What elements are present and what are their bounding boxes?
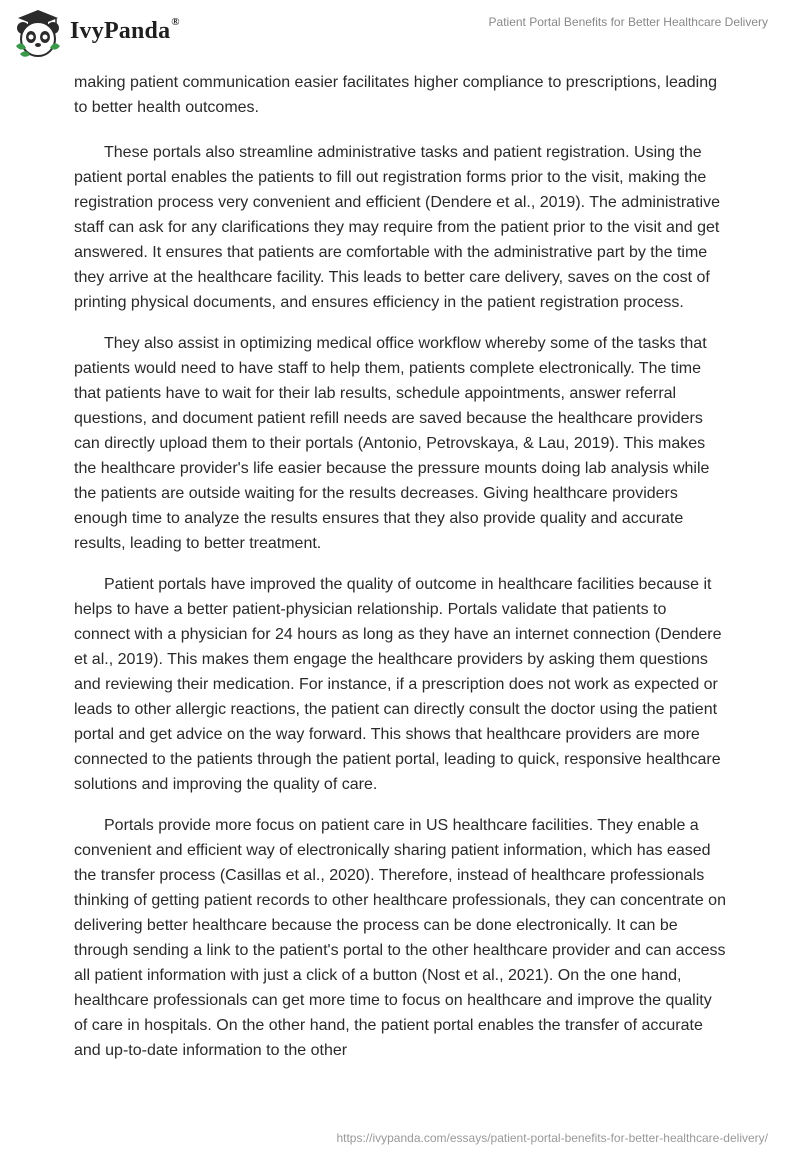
essay-body bbox=[74, 70, 726, 1079]
paragraph: They also assist in optimizing medical office workflow whereby some of the tasks that patients would need to have staff to help them, patients complete electronically. The time that patients have to wait for their lab results, schedule appointments, answer referral questions, and document patient refill needs are saved because the healthcare providers can directly upload them to their portals (Antonio, Petrovskaya, & Lau, 2019). This makes the healthcare provider's life easier because the pressure mounts doing lab analysis while the patients are outside waiting for the results decreases. Giving healthcare providers enough time to analyze the results ensures that they also provide quality and accurate results, leading to better treatment. bbox=[74, 335, 710, 552]
brand-name[interactable]: IvyPanda® bbox=[70, 16, 180, 44]
page-header bbox=[0, 0, 800, 70]
document-title: Patient Portal Benefits for Better Healthcare Delivery bbox=[488, 15, 768, 29]
paragraph: Patient portals have improved the quality of outcome in healthcare facilities because it helps to have a better patient-physician relationship. Portals validate that patients to connect with a physician for 24 hours as long as they have an internet connection (Dendere et al., 2019). This makes them engage the healthcare providers by asking them questions and reviewing their medication. For instance, if a prescription does not work as expected or leads to other allergic reactions, the patient can directly consult the doctor using the patient portal and get advice on the way forward. This shows that healthcare providers are more connected to the patients through the patient portal, leading to quick, responsive healthcare solutions and improving the quality of care. bbox=[74, 576, 722, 793]
source-url[interactable]: https://ivypanda.com/essays/patient-portal-benefits-for-better-healthcare-delivery/ bbox=[336, 1131, 768, 1145]
registered-mark: ® bbox=[171, 16, 180, 28]
paragraph: These portals also streamline administrative tasks and patient registration. Using the patient portal enables the patients to fill out registration forms prior to the visit, making the registration process very convenient and efficient (Dendere et al., 2019). The administrative staff can ask for any clarifications they may require from the patient prior to the visit and get answered. It ensures that patients are comfortable with the administrative part by the time they arrive at the healthcare facility. This leads to better care delivery, saves on the cost of printing physical documents, and ensures efficiency in the patient registration process. bbox=[74, 144, 720, 311]
panda-logo-icon[interactable] bbox=[12, 8, 64, 60]
paragraph-continued: making patient communication easier facilitates higher compliance to prescriptions, leading to better health outcomes. bbox=[74, 74, 717, 116]
paragraph: Portals provide more focus on patient care in US healthcare facilities. They enable a convenient and efficient way of electronically sharing patient information, which has eased the transfer process (Casillas et al., 2020). Therefore, instead of healthcare professionals thinking of getting patient records to other healthcare professionals, they can concentrate on delivering better healthcare because the process can be done electronically. It can be through sending a link to the patient's portal to the other healthcare provider and can access all patient information with just a click of a button (Nost et al., 2021). On the one hand, healthcare professionals can get more time to focus on healthcare and improve the quality of care in hospitals. On the other hand, the patient portal enables the transfer of accurate and up-to-date information to the other bbox=[74, 817, 726, 1059]
